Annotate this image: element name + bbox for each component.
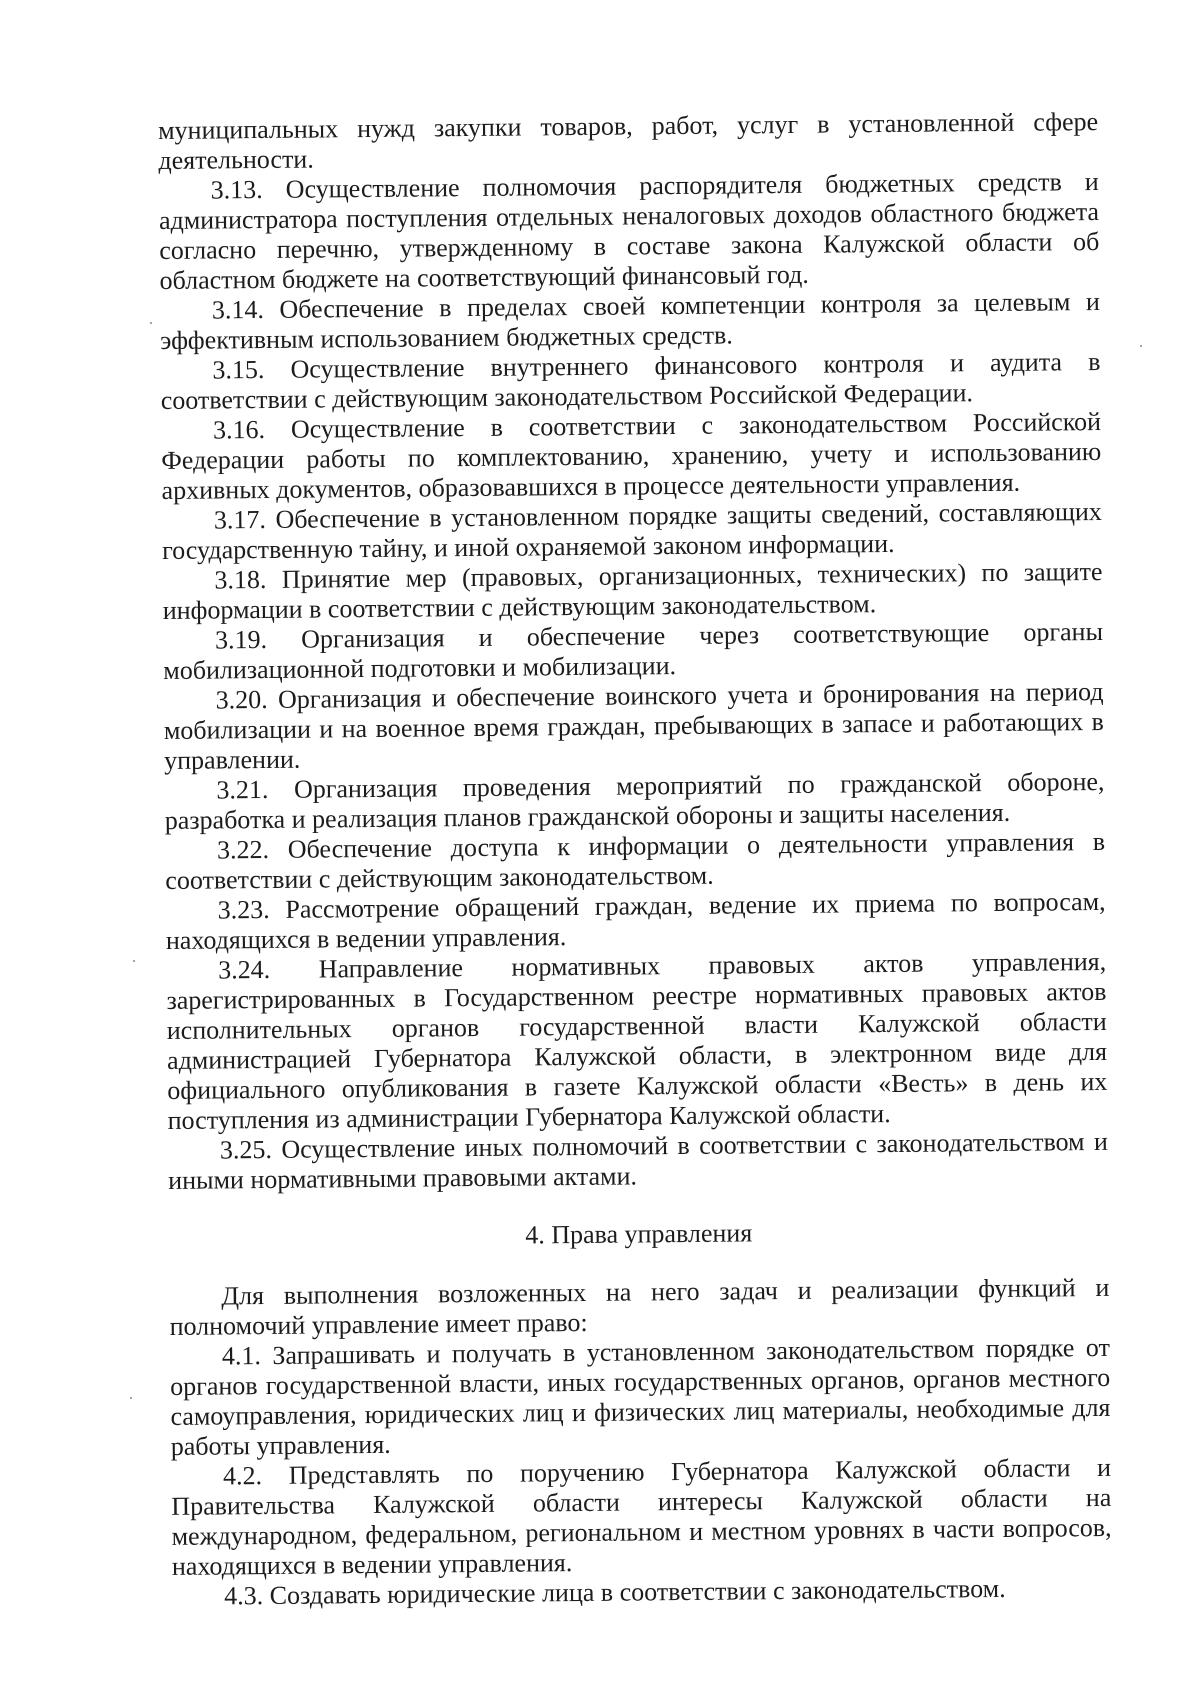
item-3-19	[163, 617, 1104, 686]
section4-lead: Для выполнения возложенных на него задач и реализации функций и полномочий управление имеет право:	[169, 1272, 1110, 1341]
item-3-25	[168, 1127, 1109, 1196]
item-text: Рассмотрение обращений граждан, ведение их приема по вопросам, находящихся в ведении управления.	[165, 886, 1106, 955]
item-3-21	[164, 767, 1105, 836]
item-text: Осуществление иных полномочий в соответствии с законодательством и иными нормативными правовыми актами.	[168, 1126, 1109, 1195]
item-number: 3.18.	[214, 564, 267, 595]
scan-speck	[1140, 345, 1142, 347]
item-text: Организация и обеспечение воинского учета и бронирования на период мобилизации и на военное время граждан, пребывающих в запасе и работающих в управлении.	[163, 676, 1104, 775]
item-text: Осуществление полномочия распорядителя бюджетных средств и администратора поступления отдельных неналоговых доходов областного бюджета согласно перечню, утвержденному в составе закона Калужской области об областном бюджете на соответствующий финансовый год.	[158, 166, 1100, 295]
item-3-18	[162, 557, 1103, 626]
item-3-16	[161, 407, 1102, 506]
item-number: 3.21.	[216, 774, 269, 805]
item-text: Осуществление в соответствии с законодательством Российской Федерации работы по комплектованию, хранению, учету и использованию архивных документов, образовавшихся в процессе деятельности управления.	[161, 406, 1102, 505]
item-number: 3.20.	[215, 684, 268, 715]
item-3-15	[160, 347, 1101, 416]
scan-speck	[150, 322, 152, 324]
item-4-1	[170, 1333, 1111, 1462]
item-text: Направление нормативных правовых актов управления, зарегистрированных в Государственном реестре нормативных правовых актов исполнительных органов государственной власти Калужской области администрацией Губернатора Калужской области, в электронном виде для официального опубликования в газете Калужской области «Весть» в день их поступления из администрации Губернатора Калужской области.	[166, 946, 1108, 1135]
item-text: Обеспечение в установленном порядке защиты сведений, составляющих государственную тайну, и иной охраняемой законом информации.	[162, 496, 1102, 565]
section-heading: 4. Права управления	[525, 1218, 753, 1250]
scan-speck	[133, 960, 135, 962]
item-3-14	[160, 287, 1101, 356]
item-number: 3.13.	[210, 174, 263, 205]
item-text: Обеспечение доступа к информации о деятельности управления в соответствии с действующим законодательством.	[165, 826, 1106, 895]
item-number: 3.16.	[212, 414, 266, 445]
item-3-17	[162, 497, 1103, 566]
document-page	[158, 107, 1112, 1612]
item-3-22	[165, 827, 1106, 896]
item-text: Организация проведения мероприятий по гражданской обороне, разработка и реализация планов гражданской обороны и защиты населения.	[164, 766, 1105, 835]
scan-speck	[130, 1397, 132, 1399]
item-number: 3.22.	[216, 834, 270, 865]
item-3-20	[163, 677, 1104, 776]
item-3-13	[159, 167, 1100, 296]
section3-items	[159, 167, 1109, 1196]
item-text: Принятие мер (правовых, организационных, технических) по защите информации в соответствии с действующим законодательством.	[162, 556, 1103, 625]
item-number: 3.15.	[212, 354, 265, 385]
section4-items	[169, 1273, 1112, 1612]
item-text: Осуществление внутреннего финансового контроля и аудита в соответствии с действующим законодательством Российской Федерации.	[160, 346, 1101, 415]
intro-paragraph: муниципальных нужд закупки товаров, работ, услуг в установленной сфере деятельности.	[158, 106, 1099, 175]
item-number: 4.1.	[221, 1341, 262, 1371]
item-text: Запрашивать и получать в установленном законодательством порядке от органов государственной власти, иных государственных органов, органов местного самоуправления, юридических лиц и физических лиц материалы, необходимые для работы управления.	[170, 1332, 1111, 1461]
item-number: 3.19.	[214, 624, 268, 655]
item-number: 3.14.	[211, 294, 265, 325]
item-text: Представлять по поручению Губернатора Калужской области и Правительства Калужской области интересы Калужской области на международном, федеральном, региональном и местном уровнях в части вопросов, находящихся в ведении управления.	[171, 1452, 1112, 1581]
item-4-2	[171, 1453, 1112, 1582]
item-number: 3.17.	[213, 504, 267, 535]
item-text: Создавать юридические лица в соответствии с законодательством.	[269, 1573, 1006, 1610]
item-3-23	[165, 887, 1106, 956]
item-number: 4.2.	[222, 1461, 263, 1491]
item-number: 3.24.	[218, 954, 271, 985]
item-text: Обеспечение в пределах своей компетенции контроля за целевым и эффективным использованием бюджетных средств.	[160, 286, 1100, 355]
item-3-24	[166, 947, 1108, 1136]
item-number: 3.23.	[217, 894, 270, 925]
item-number: 3.25.	[219, 1134, 273, 1165]
item-text: Организация и обеспечение через соответствующие органы мобилизационной подготовки и мобилизации.	[163, 616, 1104, 685]
item-number: 4.3.	[224, 1581, 264, 1611]
